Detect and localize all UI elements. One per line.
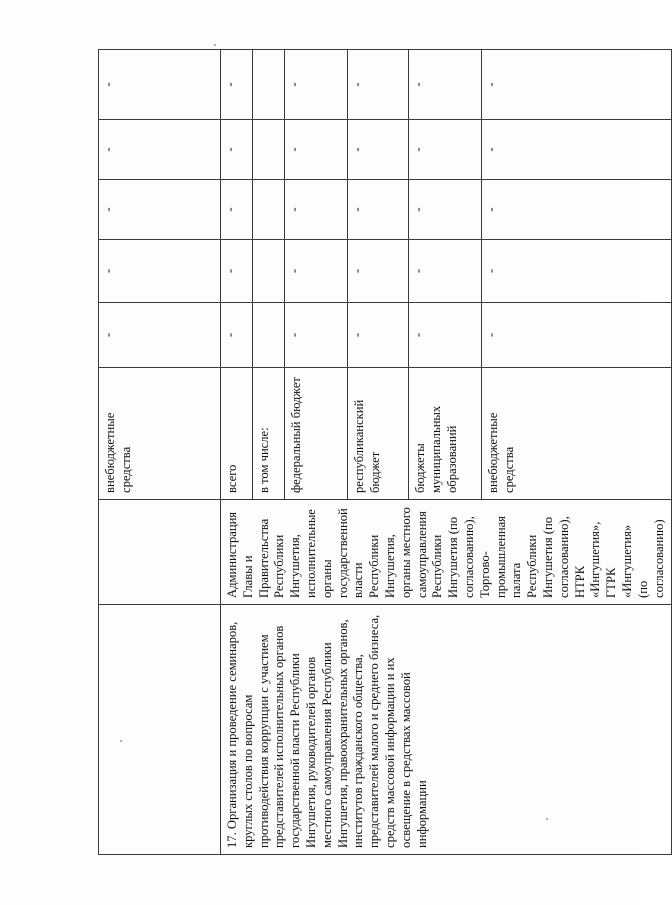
scan-speck [120, 740, 122, 742]
value-cell: - [348, 303, 409, 368]
value-cell: - [284, 303, 348, 368]
value-cell: - [284, 240, 348, 303]
value-cell: - [221, 180, 253, 240]
value-cell: - [99, 120, 221, 180]
value-cell [252, 240, 284, 303]
value-cell: - [481, 303, 672, 368]
scan-speck [214, 44, 216, 46]
scan-speck [546, 818, 548, 820]
value-cell: - [409, 303, 482, 368]
source-label: республиканский бюджет [348, 368, 409, 500]
value-cell: - [348, 240, 409, 303]
value-cell: - [221, 303, 253, 368]
source-label: внебюджетные средства [481, 368, 672, 500]
value-cell: - [409, 120, 482, 180]
source-label: всего [221, 368, 253, 500]
event-cell-empty [99, 605, 221, 855]
value-cell: - [481, 180, 672, 240]
source-label: бюджеты муниципальных образований [409, 368, 482, 500]
event-executors: Администрация Главы и Правительства Республики Ингушетия, исполнительные органы государственной власти Республики Ингушетия, органы местного самоуправления Республики Ингушетия (по согласованию), Торгово-промышленная палата Республики Ингушетия (по согласованию), НТРК «Ингушетия», ГТРК «Ингушетия» (по согласованию) [221, 500, 672, 605]
event-description: 17. Организация и проведение семинаров, круглых столов по вопросам противодействия коррупции с участием представителей исполнительных органов государственной власти Республики Ингушетия, руководителей органов местного самоуправления Республики Ингушетия, правоохранительных органов, институтов гражданского общества, представителей малого и среднего бизнеса, средств массовой информации и их освещение в средствах массовой информации [221, 605, 672, 855]
value-cell: - [99, 240, 221, 303]
table-row-total [221, 50, 253, 855]
rotated-table-container [98, 50, 666, 855]
value-cell [252, 180, 284, 240]
value-cell: - [99, 50, 221, 120]
value-cell: - [481, 240, 672, 303]
value-cell: - [409, 50, 482, 120]
source-label: в том числе: [252, 368, 284, 500]
value-cell: - [221, 50, 253, 120]
value-cell [252, 50, 284, 120]
value-cell: - [284, 180, 348, 240]
value-cell: - [221, 240, 253, 303]
value-cell [252, 120, 284, 180]
funding-table [98, 49, 672, 855]
value-cell: - [348, 50, 409, 120]
value-cell: - [409, 180, 482, 240]
executor-cell-empty [99, 500, 221, 605]
value-cell: - [221, 120, 253, 180]
value-cell: - [348, 120, 409, 180]
value-cell: - [99, 303, 221, 368]
value-cell [252, 303, 284, 368]
value-cell: - [348, 180, 409, 240]
source-label: внебюджетные средства [99, 368, 221, 500]
table-row-continuation [99, 50, 221, 855]
value-cell: - [284, 50, 348, 120]
value-cell: - [284, 120, 348, 180]
value-cell: - [481, 120, 672, 180]
value-cell: - [481, 50, 672, 120]
value-cell: - [99, 180, 221, 240]
value-cell: - [409, 240, 482, 303]
source-label: федеральный бюджет [284, 368, 348, 500]
